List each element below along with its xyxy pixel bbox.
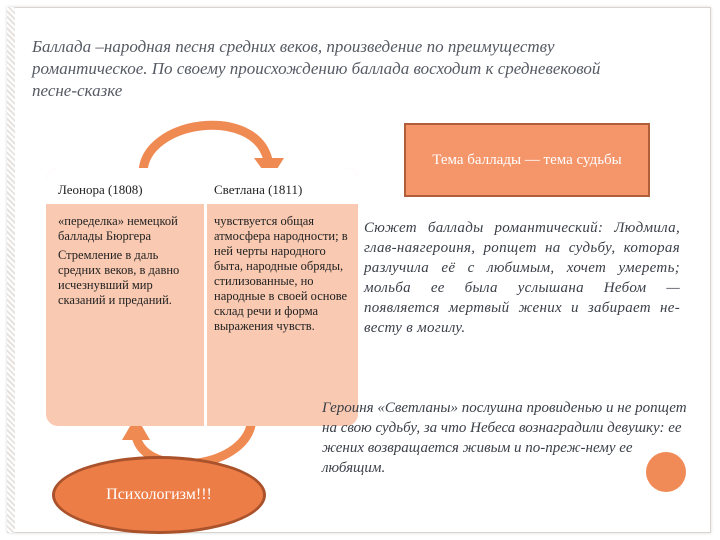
table-column-divider <box>204 168 207 426</box>
leonora-cell-2: Стремление в даль средних веков, в давно исчезнувший мир сказаний и преданий. <box>58 248 180 307</box>
theme-box: Тема баллады — тема судьбы <box>404 123 650 197</box>
leonora-column <box>58 214 200 312</box>
slide-title: Баллада –народная песня средних веков, произведение по преимуществу романтическое. По своему происхождению баллада восходит к средневековой песне-сказке <box>32 37 601 100</box>
leonora-cell-1: «переделка» немецкой баллады Бюргера <box>58 214 178 243</box>
svetlana-cell-1: чувствуется общая атмосфера народности; в ней черты народного быта, народные обряды, стилизованные, но народные в своей основе склад речи и форма выражения чувств. <box>214 214 348 333</box>
psychologism-oval: Психологизм!!! <box>52 456 266 534</box>
heroine-description: Героиня «Светланы» послушна провиденью и не ропщет на свою судьбу, за что Небеса вознаградили девушку: ее жених возвращается живым и по-преж-нему ее любящим. <box>322 400 687 476</box>
decorative-stripe <box>7 7 15 533</box>
col-header-svetlana: Светлана (1811) <box>214 182 303 197</box>
plot-description: Сюжет баллады романтический: Людмила, глав-наягероиня, ропщет на судьбу, которая разлучила её с любимым, хочет умереть; мольба ее была услышана Небом — появляется мертвый жених и забирает не-весту в могилу. <box>364 220 680 336</box>
col-header-leonora: Леонора (1808) <box>58 182 143 197</box>
svetlana-column <box>214 214 356 338</box>
